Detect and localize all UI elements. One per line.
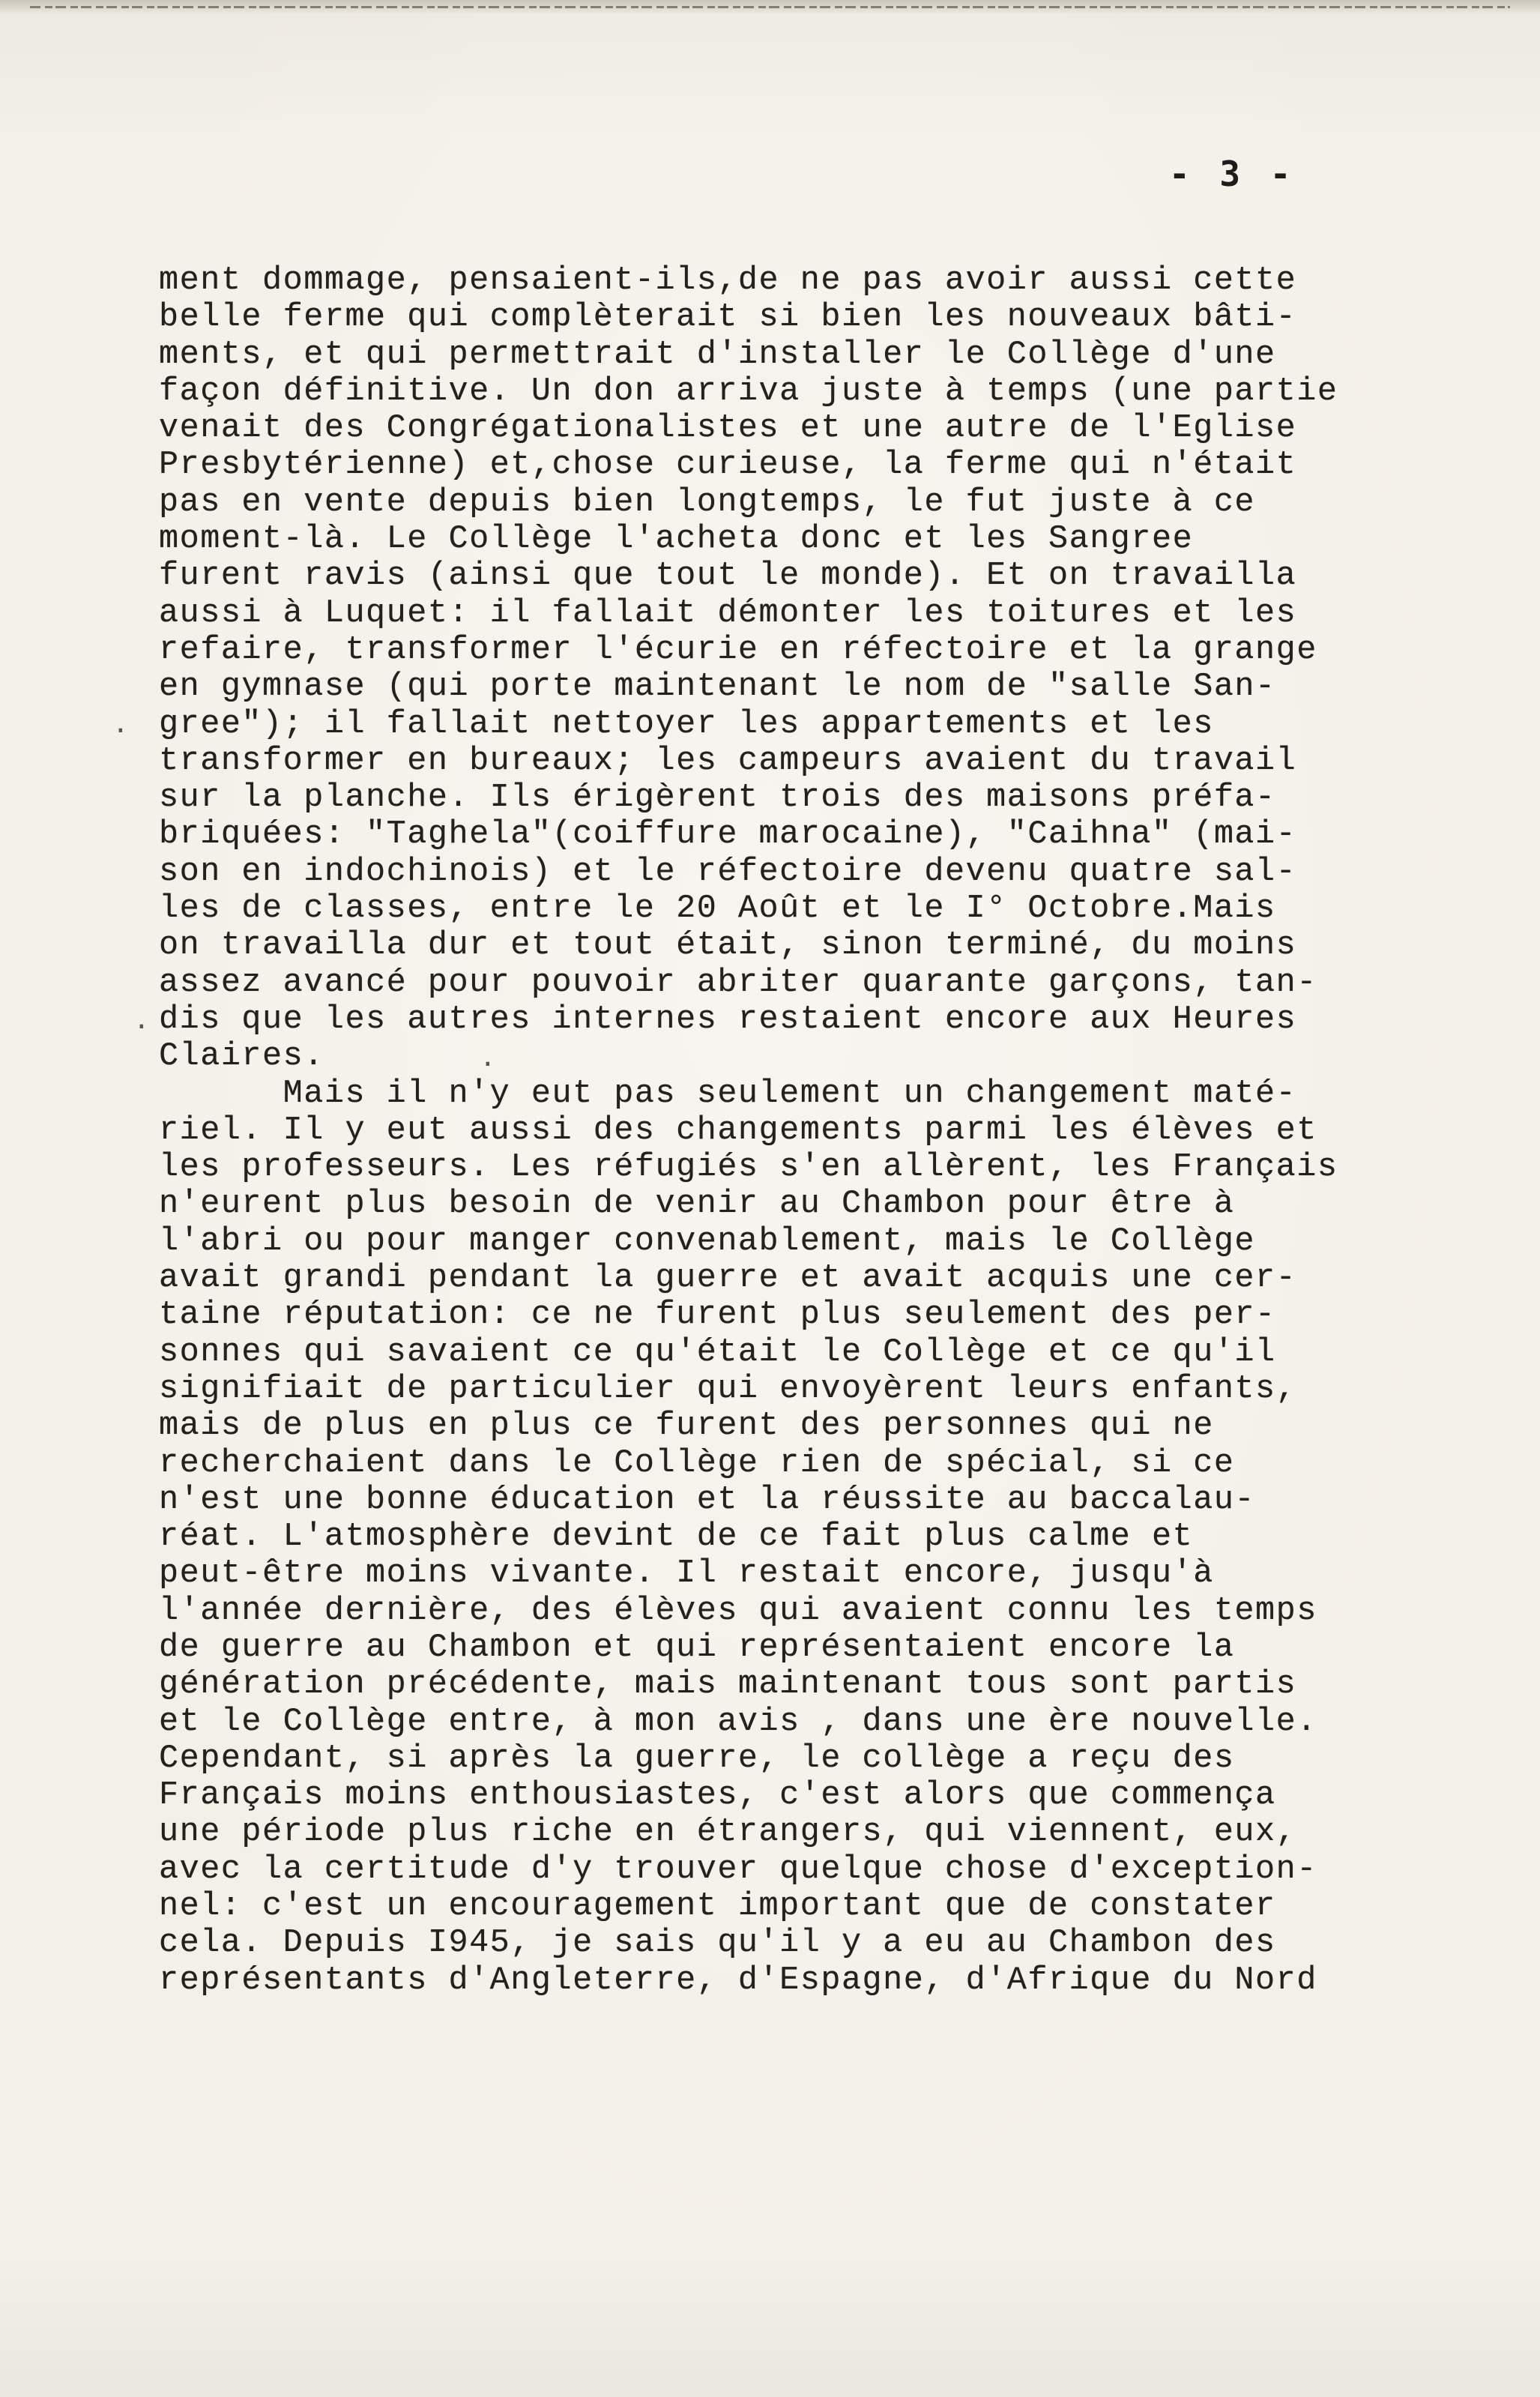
text-line: transformer en bureaux; les campeurs avaient du travail xyxy=(159,742,1297,780)
text-line: Français moins enthousiastes, c'est alors que commença xyxy=(159,1777,1276,1815)
text-line: riel. Il y eut aussi des changements parmi les élèves et xyxy=(159,1112,1317,1149)
text-line: peut-être moins vivante. Il restait encore, jusqu'à xyxy=(159,1555,1214,1593)
text-line: Claires. xyxy=(159,1038,324,1076)
text-line: réat. L'atmosphère devint de ce fait plus calme et xyxy=(159,1519,1194,1556)
text-line: l'abri ou pour manger convenablement, mais le Collège xyxy=(159,1222,1256,1260)
top-typed-rule xyxy=(30,6,1510,8)
text-line: mais de plus en plus ce furent des personnes qui ne xyxy=(159,1408,1214,1445)
text-line: cela. Depuis I945, je sais qu'il y a eu au Chambon des xyxy=(159,1925,1276,1962)
text-line: taine réputation: ce ne furent plus seulement des per- xyxy=(159,1297,1276,1334)
body-text xyxy=(159,262,1448,1999)
text-line: gree"); il fallait nettoyer les appartements et les xyxy=(159,705,1214,743)
text-line: n'eurent plus besoin de venir au Chambon pour être à xyxy=(159,1186,1235,1223)
text-line: les de classes, entre le 20 Août et le I° Octobre.Mais xyxy=(159,890,1276,928)
text-line: et le Collège entre, à mon avis , dans une ère nouvelle. xyxy=(159,1703,1317,1740)
text-line: recherchaient dans le Collège rien de spécial, si ce xyxy=(159,1444,1235,1482)
text-line: avec la certitude d'y trouver quelque chose d'exception- xyxy=(159,1851,1317,1888)
text-line: ment dommage, pensaient-ils,de ne pas avoir aussi cette xyxy=(159,262,1297,299)
text-line: moment-là. Le Collège l'acheta donc et les Sangree xyxy=(159,521,1194,558)
text-line: avait grandi pendant la guerre et avait acquis une cer- xyxy=(159,1260,1297,1297)
text-line: génération précédente, mais maintenant tous sont partis xyxy=(159,1666,1297,1704)
text-line: Mais il n'y eut pas seulement un changement maté- xyxy=(159,1075,1297,1112)
text-line: dis que les autres internes restaient encore aux Heures xyxy=(159,1001,1297,1038)
text-line: on travailla dur et tout était, sinon terminé, du moins xyxy=(159,927,1297,965)
text-line: assez avancé pour pouvoir abriter quarante garçons, tan- xyxy=(159,964,1317,1001)
text-line: refaire, transformer l'écurie en réfectoire et la grange xyxy=(159,631,1317,669)
text-line: signifiait de particulier qui envoyèrent leurs enfants, xyxy=(159,1370,1297,1408)
text-line: pas en vente depuis bien longtemps, le fut juste à ce xyxy=(159,483,1256,521)
text-line: une période plus riche en étrangers, qui viennent, eux, xyxy=(159,1814,1297,1851)
text-line: de guerre au Chambon et qui représentaient encore la xyxy=(159,1629,1235,1666)
text-line: briquées: "Taghela"(coiffure marocaine), "Caihna" (mai- xyxy=(159,816,1297,854)
text-line: en gymnase (qui porte maintenant le nom de "salle San- xyxy=(159,669,1276,706)
margin-dot-mark: · xyxy=(480,1049,496,1080)
page-number: - 3 - xyxy=(1169,154,1296,194)
text-line: représentants d'Angleterre, d'Espagne, d'Afrique du Nord xyxy=(159,1962,1317,1999)
text-line: Cependant, si après la guerre, le collège a reçu des xyxy=(159,1740,1235,1777)
text-line: sur la planche. Ils érigèrent trois des maisons préfa- xyxy=(159,780,1276,817)
text-line: les professeurs. Les réfugiés s'en allèrent, les Français xyxy=(159,1149,1338,1187)
text-line: belle ferme qui complèterait si bien les nouveaux bâti- xyxy=(159,299,1297,337)
text-line: aussi à Luquet: il fallait démonter les toitures et les xyxy=(159,594,1297,632)
text-line: Presbytérienne) et,chose curieuse, la ferme qui n'était xyxy=(159,447,1297,484)
text-line: venait des Congrégationalistes et une autre de l'Eglise xyxy=(159,410,1297,447)
text-line: façon définitive. Un don arriva juste à temps (une partie xyxy=(159,373,1338,410)
text-line: ments, et qui permettrait d'installer le Collège d'une xyxy=(159,336,1276,373)
text-line: sonnes qui savaient ce qu'était le Collège et ce qu'il xyxy=(159,1333,1276,1371)
margin-dot-mark: · xyxy=(133,1012,150,1043)
margin-dot-mark: · xyxy=(112,716,129,747)
text-line: son en indochinois) et le réfectoire devenu quatre sal- xyxy=(159,853,1297,890)
text-line: nel: c'est un encouragement important que de constater xyxy=(159,1888,1276,1926)
text-line: l'année dernière, des élèves qui avaient connu les temps xyxy=(159,1592,1317,1629)
text-line: furent ravis (ainsi que tout le monde). Et on travailla xyxy=(159,558,1297,595)
text-line: n'est une bonne éducation et la réussite au baccalau- xyxy=(159,1481,1256,1519)
